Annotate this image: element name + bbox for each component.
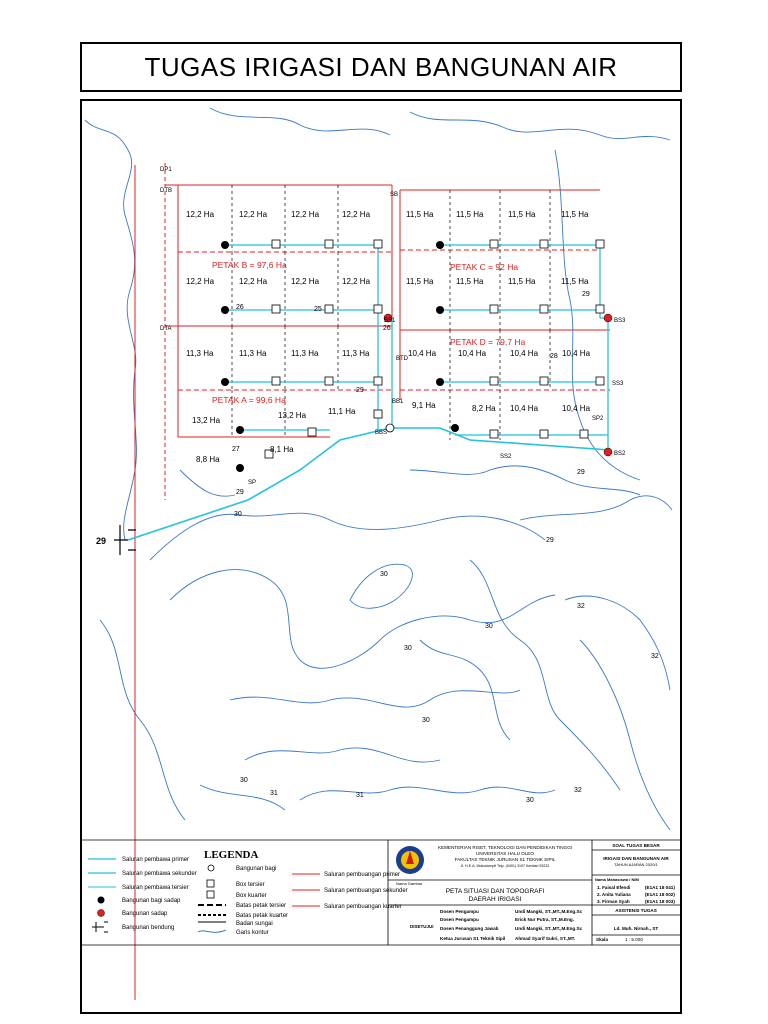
contour-label: 30 <box>380 571 388 578</box>
contour-label: 29 <box>577 469 585 476</box>
area-label: 11,5 Ha <box>406 210 434 219</box>
legend-heading: LEGENDA <box>204 849 259 861</box>
area-label: 11,5 Ha <box>508 277 536 286</box>
course-year: TAHUN AJARAN 2020/1 <box>614 862 658 867</box>
area-label: 9,1 Ha <box>412 401 436 410</box>
legend-item: Saluran pembawa tersier <box>122 885 189 891</box>
role-name: Undi Mangki, ST.,MT.,M.Eng.Sc <box>515 926 583 931</box>
area-label: 11,5 Ha <box>456 210 484 219</box>
mahasiswa-label: Nama Mahasiswa / NIM <box>595 877 639 882</box>
legend-item: Garis kontur <box>236 930 269 936</box>
label-bs1: BS1 <box>384 318 396 324</box>
label-sp2: SP2 <box>592 416 604 422</box>
drawing-name: PETA SITUASI DAN TOPOGRAFI <box>445 888 545 895</box>
bbs-structure <box>386 424 394 432</box>
contour-label: 30 <box>240 777 248 784</box>
area-label: 11,5 Ha <box>561 277 589 286</box>
student-nim: (E1A1 18 041) <box>645 885 675 890</box>
legend-item: Saluran pembuangan kuarter <box>324 904 402 910</box>
petak-d-label: PETAK D = 79,7 Ha <box>450 337 526 347</box>
contour-label: 30 <box>422 717 430 724</box>
legend-item: Saluran pembuangan primer <box>324 872 401 878</box>
skala-value: 1 : 5.000 <box>625 937 643 942</box>
label-sp: SP <box>248 480 257 486</box>
area-label: 12,2 Ha <box>239 277 268 286</box>
legend-item: Bangunan sadap <box>122 911 168 917</box>
area-label: 11,5 Ha <box>508 210 536 219</box>
student-name: 1. Faisal Efendi <box>597 885 631 890</box>
asisten-name: Ld. Muh. Nirnah., ST <box>613 926 659 931</box>
inst-line: FAKULTAS TEKNIK JURUSAN S1 TEKNIK SIPIL <box>454 857 556 862</box>
role-name: Undi Mangki, ST.,MT.,M.Eng.Sc <box>515 909 583 914</box>
drawing-title: TUGAS IRIGASI DAN BANGUNAN AIR <box>80 42 682 92</box>
role-name: Ahmad Syarif Sukri, ST.,MT. <box>515 936 576 941</box>
contour-label: 29 <box>96 536 107 546</box>
legend-item: Saluran pembawa sekunder <box>122 871 197 877</box>
label-ss3: SS3 <box>612 381 624 387</box>
university-logo <box>396 846 424 874</box>
area-label: 12,2 Ha <box>291 210 320 219</box>
contour-label: 29 <box>546 537 554 544</box>
contour-label: 32 <box>574 787 582 794</box>
contour-label: 29 <box>236 489 244 496</box>
contour-label: 28 <box>550 353 558 360</box>
petak-b-label: PETAK B = 97,6 Ha <box>212 260 287 270</box>
label-dtb: DTB <box>160 188 172 194</box>
area-label: 11,5 Ha <box>561 210 589 219</box>
area-label: 11,3 Ha <box>291 349 319 358</box>
area-label: 13,2 Ha <box>192 416 221 425</box>
role-label: Dosen Pengampu <box>440 909 479 914</box>
inst-line: KEMENTERIAN RISET, TEKNOLOGI DAN PENDIDIKAN TINGGI <box>437 845 573 850</box>
weir-structure <box>114 525 136 555</box>
label-bb1: BB1 <box>392 399 404 405</box>
label-dta: DTA <box>160 326 172 332</box>
area-label: 10,4 Ha <box>510 349 539 358</box>
inst-line: Jl. H.E.A. Mokodompit Telp. (0401) 3197 Kendari 93232 <box>460 864 550 868</box>
course-name: IRIGASI DAN BANGUNAN AIR <box>603 856 669 861</box>
contour-label: 29 <box>582 291 590 298</box>
student-nim: (E1A1 18 003) <box>645 899 675 904</box>
contour-label: 26 <box>236 304 244 311</box>
skala-label: Skala <box>596 937 609 942</box>
label-ss2: SS2 <box>500 454 512 460</box>
contour-label: 26 <box>383 325 391 332</box>
area-label: 12,2 Ha <box>239 210 268 219</box>
area-label: 10,4 Ha <box>562 404 591 413</box>
contour-label: 25 <box>314 306 322 313</box>
student-name: 2. Anita Yuliana <box>597 892 631 897</box>
contour-label: 30 <box>234 511 242 518</box>
area-label: 12,2 Ha <box>342 210 371 219</box>
role-label: Ketua Jurusan S1 Teknik Sipil <box>440 936 506 941</box>
legend-item: Box tersier <box>236 882 265 888</box>
area-label: 8,2 Ha <box>472 404 496 413</box>
label-bs3: BS3 <box>614 318 626 324</box>
contour-label: 30 <box>404 645 412 652</box>
area-label: 13,2 Ha <box>278 411 307 420</box>
label-sb: SB <box>390 192 399 198</box>
label-btd: BTD <box>396 356 408 362</box>
area-label: 10,4 Ha <box>510 404 539 413</box>
legend-item: Bangunan bagi <box>236 866 277 872</box>
contour-label: 27 <box>232 446 240 453</box>
role-label: Dosen Pengampu <box>440 917 479 922</box>
area-label: 12,2 Ha <box>186 210 215 219</box>
drawing-name: DAERAH IRIGASI <box>468 896 522 903</box>
label-dp1: DP1 <box>160 167 172 173</box>
contour-label: 32 <box>577 603 585 610</box>
area-label: 10,4 Ha <box>408 349 437 358</box>
area-label: 11,3 Ha <box>239 349 267 358</box>
area-label: 11,1 Ha <box>328 407 356 416</box>
legend-item: Saluran pembuangan sekunder <box>324 888 408 894</box>
area-label: 8,8 Ha <box>196 455 220 464</box>
area-label: 11,5 Ha <box>456 277 484 286</box>
petak-c-label: PETAK C = 92 Ha <box>450 262 519 272</box>
legend-item: Box kuarter <box>236 893 267 899</box>
soal-label: SOAL TUGAS BESAR <box>612 843 660 848</box>
contour-label: 30 <box>526 797 534 804</box>
area-label: 11,5 Ha <box>406 277 434 286</box>
contour-label: 30 <box>485 623 493 630</box>
legend-item: Batas petak tersier <box>236 903 287 909</box>
area-label: 12,2 Ha <box>291 277 320 286</box>
contour-label: 31 <box>356 792 364 799</box>
petak-a-label: PETAK A = 99,6 Ha <box>212 395 286 405</box>
area-label: 10,4 Ha <box>562 349 591 358</box>
disetujui-label: DISETUJUI <box>410 924 434 929</box>
asisten-label: ASISTENSI TUGAS <box>615 908 657 913</box>
inst-line: UNIVERSITAS HALU OLEO <box>476 851 534 856</box>
nama-gambar-label: Nama Gambar <box>396 881 423 886</box>
contour-label: 29 <box>356 387 364 394</box>
label-bs2: BS2 <box>614 451 626 457</box>
area-label: 12,2 Ha <box>186 277 215 286</box>
role-label: Dosen Penanggung Jawab <box>440 926 499 931</box>
area-label: 10,4 Ha <box>458 349 487 358</box>
role-name: Erick Nur Putra, ST.,M.Eng. <box>515 917 574 922</box>
contour-label: 32 <box>651 653 659 660</box>
legend-symbols <box>88 859 320 932</box>
area-label: 8,1 Ha <box>270 445 294 454</box>
contour-label: 31 <box>270 790 278 797</box>
legend-item: Batas petak kuarter <box>236 913 289 919</box>
student-nim: (E1A1 18 002) <box>645 892 675 897</box>
area-label: 12,2 Ha <box>342 277 371 286</box>
area-label: 11,3 Ha <box>186 349 214 358</box>
legend-item: Bangunan bagi sadap <box>122 898 181 904</box>
label-bbs: BBS <box>375 430 388 436</box>
legend-item: Bangunan bendung <box>122 925 175 931</box>
area-label: 11,3 Ha <box>342 349 370 358</box>
legend-item: Badan sungai <box>236 921 273 927</box>
legend-item: Saluran pembawa primer <box>122 857 190 863</box>
canals <box>128 245 610 540</box>
student-name: 3. Firman Syah <box>597 899 630 904</box>
